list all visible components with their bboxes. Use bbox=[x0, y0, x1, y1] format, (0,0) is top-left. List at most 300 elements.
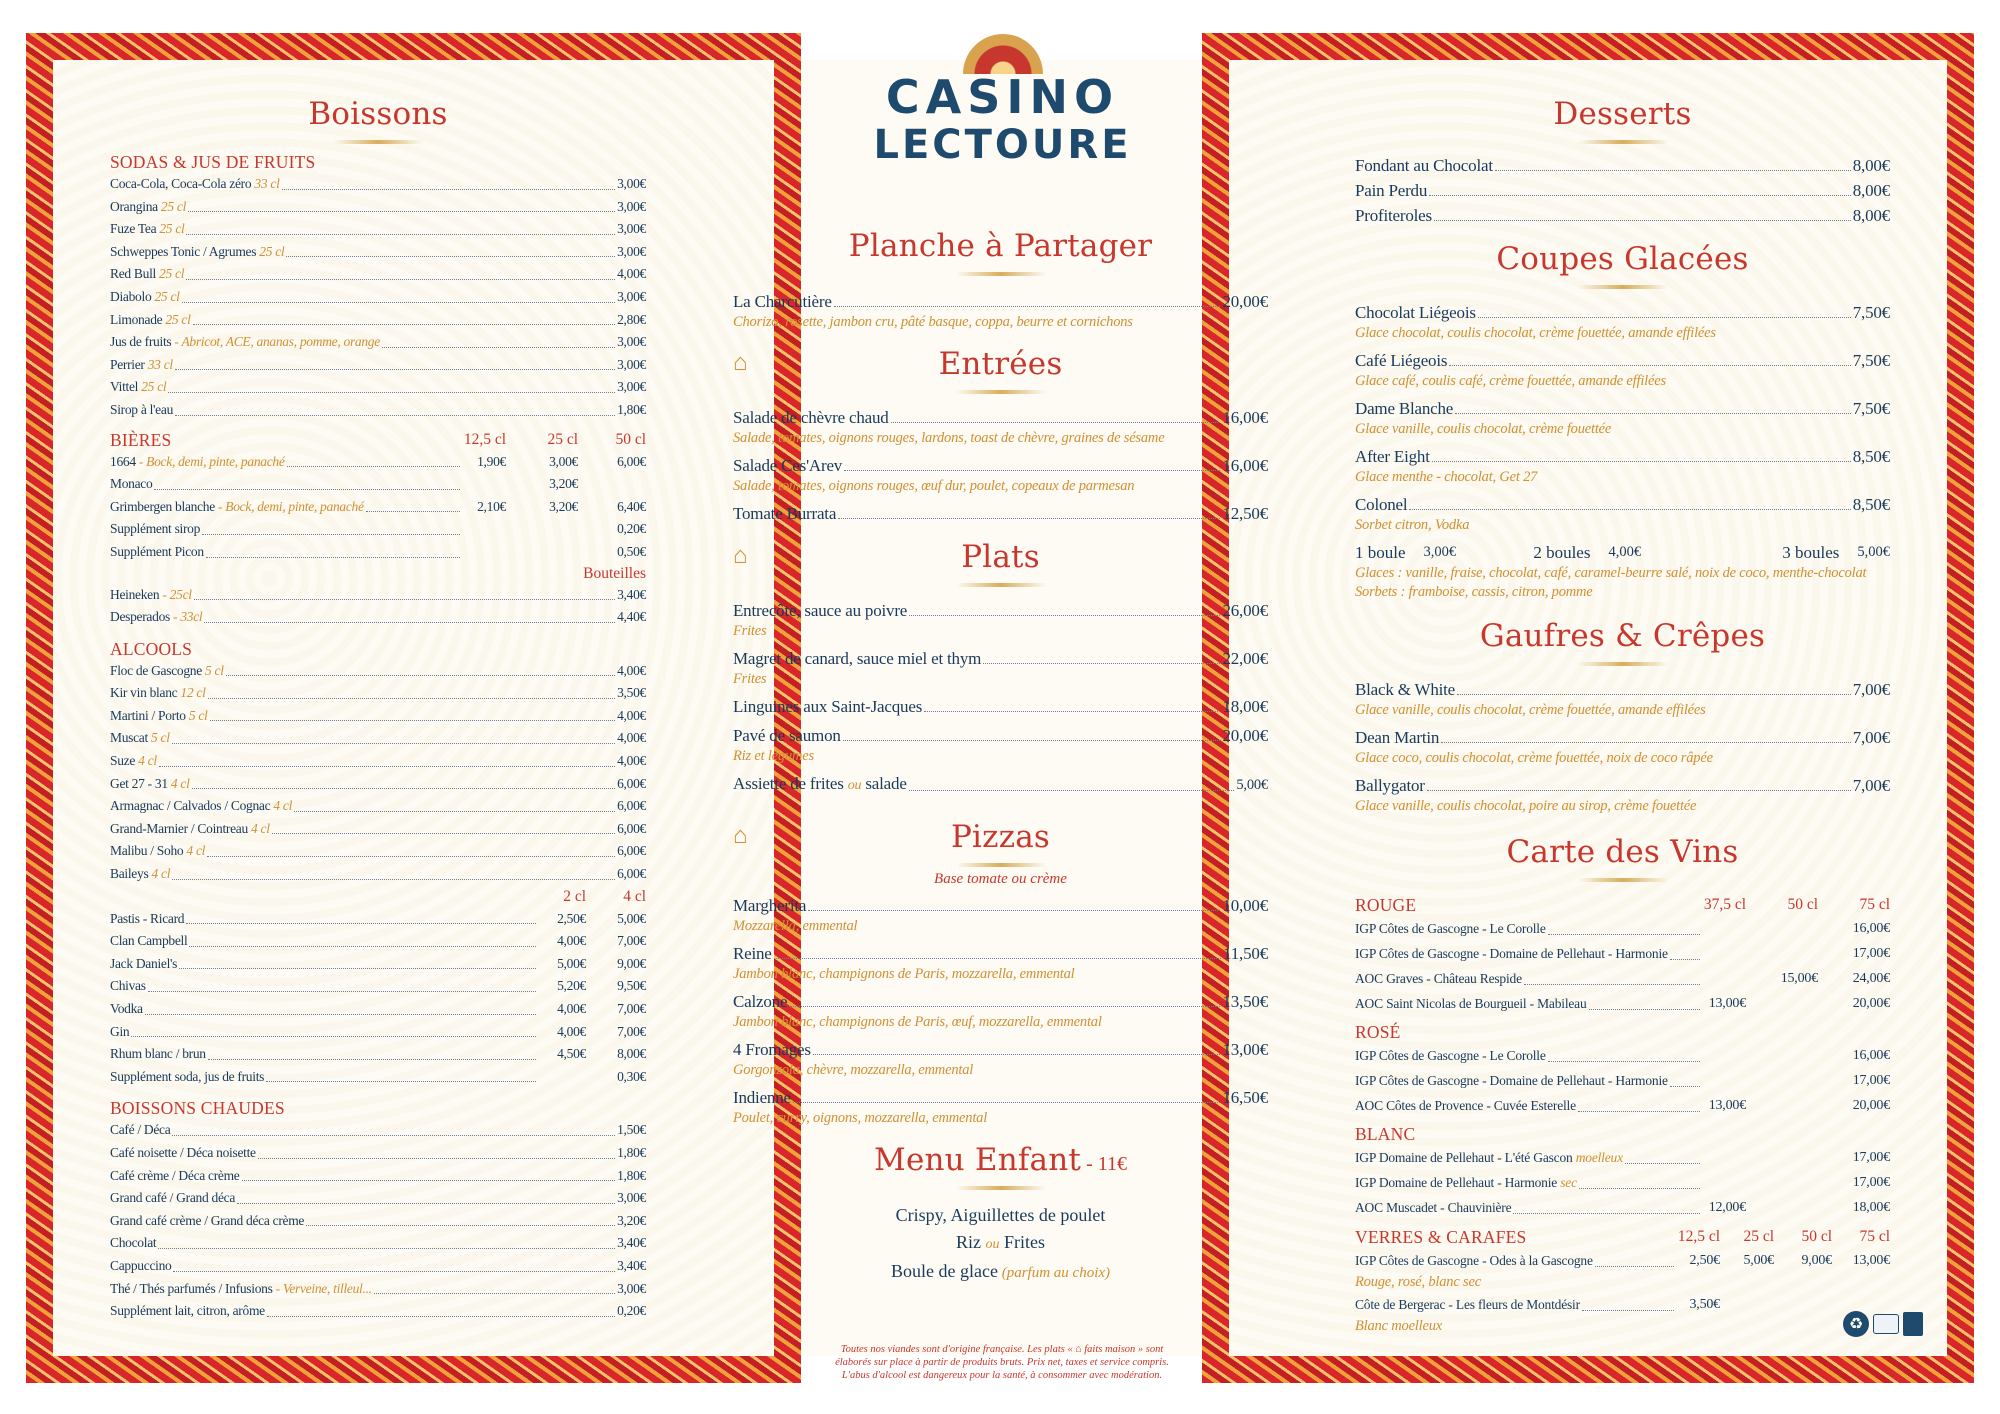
menu-row bbox=[110, 705, 646, 728]
right-column bbox=[1355, 96, 1890, 1336]
leader-dots bbox=[1409, 509, 1850, 510]
verres-header: VERRES & CARAFES 12,5 cl 25 cl 50 cl 75 cl bbox=[1355, 1227, 1890, 1247]
leader-dots bbox=[1432, 461, 1851, 462]
leader-dots bbox=[1455, 413, 1851, 414]
menu-row bbox=[110, 451, 646, 474]
leader-dots bbox=[145, 1014, 536, 1015]
wine-description: Rouge, rosé, blanc sec bbox=[1355, 1274, 1481, 1290]
enfant-price: - 11€ bbox=[1081, 1153, 1127, 1175]
boule-item bbox=[1533, 541, 1711, 564]
item-name: Armagnac / Calvados / Cognac 4 cl bbox=[110, 798, 293, 814]
item-price: 5,00€ bbox=[617, 910, 646, 926]
menu-row bbox=[110, 1232, 646, 1255]
item-note: 25 cl bbox=[151, 288, 180, 304]
menu-row bbox=[733, 1086, 1268, 1109]
menu-row bbox=[1355, 445, 1890, 468]
item-price: 0,50€ bbox=[617, 543, 646, 559]
item-note: 5 cl bbox=[201, 662, 224, 678]
item-name: Jus de fruits - Abricot, ACE, ananas, pomme, orange bbox=[110, 334, 380, 350]
enfant-title: Menu Enfant bbox=[874, 1142, 1082, 1178]
leader-dots bbox=[1427, 790, 1851, 791]
wine-description: Blanc moelleux bbox=[1355, 1318, 1442, 1334]
wine-note: moelleux bbox=[1572, 1150, 1623, 1165]
leader-dots bbox=[267, 1316, 615, 1317]
menu-row bbox=[110, 309, 646, 332]
leader-dots bbox=[983, 663, 1220, 664]
boissons-title: Boissons bbox=[308, 96, 448, 132]
entrees-title-wrap bbox=[733, 346, 1268, 382]
item-name: Martini / Porto 5 cl bbox=[110, 707, 208, 723]
wine-name: IGP Côtes de Gascogne - Le Corolle bbox=[1355, 1048, 1546, 1063]
bieres-heading: BIÈRES bbox=[110, 429, 172, 450]
leader-dots bbox=[131, 1036, 536, 1037]
item-name: Baileys 4 cl bbox=[110, 866, 171, 882]
menu-row bbox=[110, 1210, 646, 1233]
wine-price: 17,00€ bbox=[1852, 946, 1890, 961]
recycling-icons bbox=[1843, 1311, 1929, 1339]
menu-row bbox=[1355, 726, 1890, 749]
leader-dots bbox=[258, 1158, 615, 1159]
menu-row bbox=[110, 376, 646, 399]
item-price: 7,00€ bbox=[617, 933, 646, 949]
item-note: 4 cl bbox=[148, 866, 171, 882]
leader-dots bbox=[1595, 1266, 1674, 1267]
item-price: 3,20€ bbox=[549, 498, 578, 514]
leader-dots bbox=[909, 790, 1235, 791]
item-price: 7,00€ bbox=[1852, 728, 1890, 747]
item-description: Poulet, curry, oignons, mozzarella, emmental bbox=[733, 1110, 988, 1126]
menu-row bbox=[110, 1165, 646, 1188]
menu-row bbox=[110, 908, 646, 931]
item-name: Suze 4 cl bbox=[110, 753, 157, 769]
menu-row bbox=[110, 1300, 646, 1323]
enfant-lines bbox=[733, 1202, 1268, 1287]
menu-row bbox=[110, 1142, 646, 1165]
leader-dots bbox=[382, 347, 615, 348]
wine-price: 16,00€ bbox=[1852, 921, 1890, 936]
item-name: Tomate Burrata bbox=[733, 504, 837, 523]
item-name: Rhum blanc / brun bbox=[110, 1046, 206, 1062]
menu-row bbox=[110, 818, 646, 841]
menu-row bbox=[1355, 154, 1890, 177]
menu-row bbox=[110, 750, 646, 773]
item-name: Heineken - 25cl bbox=[110, 586, 192, 602]
menu-row bbox=[110, 975, 646, 998]
menu-row bbox=[1355, 774, 1890, 797]
alcools-cl-header bbox=[110, 886, 646, 908]
menu-row bbox=[110, 354, 646, 377]
boissons-column bbox=[110, 96, 646, 1323]
item-price: 16,00€ bbox=[1222, 456, 1268, 475]
item-description: Chorizo, rosette, jambon cru, pâté basque, coppa, beurre et cornichons bbox=[733, 314, 1133, 330]
leader-dots bbox=[1429, 195, 1851, 196]
menu-row bbox=[110, 727, 646, 750]
menu-row bbox=[110, 930, 646, 953]
item-price: 3,40€ bbox=[617, 1257, 646, 1273]
menu-row bbox=[733, 894, 1268, 917]
menu-row bbox=[733, 724, 1268, 747]
menu-row bbox=[733, 647, 1268, 670]
item-name: Café crème / Déca crème bbox=[110, 1167, 240, 1183]
leader-dots bbox=[834, 306, 1221, 307]
item-price: 0,30€ bbox=[617, 1068, 646, 1084]
item-price: 2,10€ bbox=[477, 498, 506, 514]
item-price: 6,00€ bbox=[617, 843, 646, 859]
footer-notice: Toutes nos viandes sont d'origine française. Les plats « ⌂ faits maison » sont élaborés sur place à partir de produits bruts. Prix net, taxes et service compris. L'abus d'alcool est dangereux pour la santé, à consommer avec modération. bbox=[835, 1344, 1169, 1381]
wine-row bbox=[1355, 1043, 1890, 1068]
item-price: 7,00€ bbox=[617, 1023, 646, 1039]
item-name: Supplément Picon bbox=[110, 543, 204, 559]
assiette-b: salade bbox=[865, 774, 907, 793]
item-price: 7,50€ bbox=[1852, 303, 1890, 322]
menu-row bbox=[110, 863, 646, 886]
leader-dots bbox=[188, 211, 615, 212]
item-price: 4,00€ bbox=[617, 753, 646, 769]
item-price: 3,40€ bbox=[617, 1235, 646, 1251]
wine-price: 13,00€ bbox=[1708, 996, 1746, 1011]
col-4cl: 4 cl bbox=[623, 887, 646, 905]
boule-item bbox=[1712, 541, 1890, 564]
item-note: 4 cl bbox=[135, 753, 157, 769]
item-price: 12,50€ bbox=[1222, 504, 1268, 523]
item-price: 4,00€ bbox=[617, 662, 646, 678]
item-description: Glace café, coulis café, crème fouettée, amande effilées bbox=[1355, 373, 1666, 389]
item-name: Cappuccino bbox=[110, 1257, 172, 1273]
boule-item bbox=[1355, 541, 1533, 564]
menu-row bbox=[733, 454, 1268, 477]
sodas-heading: SODAS & JUS DE FRUITS bbox=[110, 152, 316, 172]
leader-dots bbox=[1578, 1111, 1700, 1112]
item-price: 6,00€ bbox=[617, 866, 646, 882]
boule-price: 4,00€ bbox=[1608, 544, 1642, 560]
item-price: 7,00€ bbox=[1852, 680, 1890, 699]
wine-name: AOC Muscadet - Chauvinière bbox=[1355, 1200, 1512, 1215]
leader-dots bbox=[1457, 694, 1851, 695]
item-price: 9,00€ bbox=[617, 955, 646, 971]
wine-row bbox=[1355, 1292, 1890, 1317]
bin-icon bbox=[1903, 1312, 1923, 1336]
item-description: Glace chocolat, coulis chocolat, crème fouettée, amande effilées bbox=[1355, 325, 1716, 341]
leader-dots bbox=[1579, 1188, 1700, 1189]
item-note: 33 cl bbox=[251, 176, 280, 191]
item-name: Gin bbox=[110, 1023, 130, 1039]
item-name: Muscat 5 cl bbox=[110, 730, 170, 746]
leader-dots bbox=[192, 788, 616, 789]
menu-row bbox=[733, 695, 1268, 718]
item-price: 3,00€ bbox=[617, 198, 646, 214]
menu-row bbox=[733, 942, 1268, 965]
menu-row bbox=[110, 196, 646, 219]
title-underline bbox=[1578, 140, 1668, 144]
item-name: Schweppes Tonic / Agrumes 25 cl bbox=[110, 243, 285, 259]
item-price: 3,00€ bbox=[617, 288, 646, 304]
menu-row bbox=[1355, 204, 1890, 227]
item-price: 7,50€ bbox=[1852, 351, 1890, 370]
item-description: Frites bbox=[733, 623, 767, 639]
item-name: Vittel 25 cl bbox=[110, 379, 167, 395]
bottles-list bbox=[110, 584, 646, 629]
item-price: 8,00€ bbox=[1852, 181, 1890, 200]
wine-name: IGP Côtes de Gascogne - Domaine de Pellehaut - Harmonie bbox=[1355, 1073, 1668, 1088]
leader-dots bbox=[374, 1293, 615, 1294]
leader-dots bbox=[210, 720, 616, 721]
leader-dots bbox=[282, 189, 616, 190]
item-price: 13,00€ bbox=[1222, 1040, 1268, 1059]
item-price: 6,40€ bbox=[617, 498, 646, 514]
item-name: Ballygator bbox=[1355, 776, 1425, 795]
item-price: 11,50€ bbox=[1223, 944, 1268, 963]
menu-row bbox=[110, 518, 646, 541]
menu-row bbox=[110, 773, 646, 796]
leader-dots bbox=[774, 958, 1221, 959]
leader-dots bbox=[148, 991, 536, 992]
item-price: 7,00€ bbox=[1852, 776, 1890, 795]
item-name: Reine bbox=[733, 944, 772, 963]
wine-price: 13,00€ bbox=[1708, 1098, 1746, 1113]
leader-dots bbox=[287, 466, 460, 467]
item-note: 5 cl bbox=[185, 707, 208, 723]
menu-row bbox=[110, 331, 646, 354]
item-price: 1,50€ bbox=[617, 1122, 646, 1138]
rouge-list bbox=[1355, 916, 1890, 1016]
menu-row bbox=[733, 502, 1268, 525]
item-note: 25 cl bbox=[156, 221, 185, 237]
wine-name: IGP Côtes de Gascogne - Odes à la Gascogne bbox=[1355, 1253, 1593, 1268]
item-description: Frites bbox=[733, 671, 767, 687]
item-name: Clan Campbell bbox=[110, 933, 188, 949]
item-name: Grand café crème / Grand déca crème bbox=[110, 1212, 305, 1228]
leader-dots bbox=[158, 1248, 615, 1249]
item-description: Mozzarella, emmental bbox=[733, 918, 858, 934]
item-price: 6,00€ bbox=[617, 453, 646, 469]
planche-list bbox=[733, 290, 1268, 332]
item-note: 4 cl bbox=[167, 775, 190, 791]
leader-dots bbox=[1582, 1310, 1674, 1311]
item-name: After Eight bbox=[1355, 447, 1430, 466]
item-description: Glace vanille, coulis chocolat, crème fouettée bbox=[1355, 421, 1612, 437]
pizzas-title-wrap bbox=[733, 819, 1268, 855]
item-description: Glace coco, coulis chocolat, crème fouettée, noix de coco râpée bbox=[1355, 750, 1713, 766]
item-name: Colonel bbox=[1355, 495, 1408, 514]
bieres-list bbox=[110, 451, 646, 564]
col-75cl: 75 cl bbox=[1859, 896, 1890, 913]
assiette-a: Assiette de frites bbox=[733, 774, 844, 793]
boule-price: 3,00€ bbox=[1423, 544, 1457, 560]
leader-dots bbox=[1441, 742, 1851, 743]
item-price: 4,50€ bbox=[557, 1046, 586, 1062]
recycle-icon: ♻ bbox=[1843, 1311, 1869, 1337]
item-price: 1,80€ bbox=[617, 1144, 646, 1160]
leader-dots bbox=[172, 743, 615, 744]
boule-name: 2 boules bbox=[1533, 543, 1591, 562]
item-price: 8,00€ bbox=[1852, 156, 1890, 175]
entrees-title: Entrées bbox=[938, 346, 1063, 382]
col-12cl: 12,5 cl bbox=[463, 430, 506, 448]
item-name: Café / Déca bbox=[110, 1122, 171, 1138]
item-price: 6,00€ bbox=[617, 820, 646, 836]
item-name: Café Liégeois bbox=[1355, 351, 1448, 370]
glaces-list: Glaces : vanille, fraise, chocolat, café, caramel-beurre salé, noix de coco, menthe-chocolat bbox=[1355, 565, 1867, 581]
item-price: 1,90€ bbox=[477, 453, 506, 469]
item-name: Chocolat Liégeois bbox=[1355, 303, 1476, 322]
menu-row bbox=[110, 241, 646, 264]
leader-dots bbox=[186, 279, 615, 280]
boule-name: 1 boule bbox=[1355, 543, 1406, 562]
item-price: 3,20€ bbox=[549, 476, 578, 492]
item-note: 5 cl bbox=[147, 730, 170, 746]
item-note: 33 cl bbox=[144, 356, 173, 372]
item-price: 3,20€ bbox=[617, 1212, 646, 1228]
item-name: Perrier 33 cl bbox=[110, 356, 173, 372]
menu-row bbox=[110, 840, 646, 863]
wine-price: 13,00€ bbox=[1852, 1253, 1890, 1268]
leader-dots bbox=[186, 923, 536, 924]
item-name: Indienne bbox=[733, 1088, 791, 1107]
title-underline bbox=[956, 272, 1046, 276]
leader-dots bbox=[206, 557, 460, 558]
paper-icon bbox=[1873, 1314, 1899, 1334]
title-underline bbox=[956, 863, 1046, 867]
wine-row bbox=[1355, 1248, 1890, 1273]
center-column bbox=[733, 228, 1268, 1287]
wine-price: 17,00€ bbox=[1852, 1175, 1890, 1190]
logo-emblem bbox=[963, 34, 1043, 74]
verres-heading: VERRES & CARAFES bbox=[1355, 1227, 1527, 1247]
item-name: Pavé de saumon bbox=[733, 726, 841, 745]
leader-dots bbox=[159, 766, 615, 767]
menu-row bbox=[110, 286, 646, 309]
menu-row bbox=[110, 1255, 646, 1278]
title-underline bbox=[956, 390, 1046, 394]
leader-dots bbox=[843, 740, 1221, 741]
planche-title: Planche à Partager bbox=[848, 228, 1153, 264]
verres-list bbox=[1355, 1248, 1890, 1336]
item-name: 4 Fromages bbox=[733, 1040, 811, 1059]
menu-row bbox=[110, 795, 646, 818]
item-price: 3,00€ bbox=[617, 334, 646, 350]
item-price: 8,00€ bbox=[617, 1046, 646, 1062]
menu-row bbox=[110, 998, 646, 1021]
wine-price: 5,00€ bbox=[1743, 1253, 1774, 1268]
logo bbox=[860, 30, 1145, 180]
sorbets-list: Sorbets : framboise, cassis, citron, pomme bbox=[1355, 584, 1593, 600]
leader-dots bbox=[204, 622, 615, 623]
leader-dots bbox=[272, 833, 615, 834]
item-name: Linguines aux Saint-Jacques bbox=[733, 697, 923, 716]
item-name: Grand café / Grand déca bbox=[110, 1190, 236, 1206]
item-note: - Bock, demi, pinte, panaché bbox=[214, 498, 364, 514]
item-name: Sirop à l'eau bbox=[110, 401, 174, 417]
menu-row bbox=[733, 406, 1268, 429]
item-price: 6,00€ bbox=[617, 798, 646, 814]
leader-dots bbox=[193, 324, 616, 325]
menu-row bbox=[1355, 397, 1890, 420]
item-price: 4,00€ bbox=[617, 707, 646, 723]
item-price: 10,00€ bbox=[1222, 896, 1268, 915]
item-name: Margherita bbox=[733, 896, 807, 915]
item-price: 9,50€ bbox=[617, 978, 646, 994]
col-50cl: 50 cl bbox=[615, 430, 646, 448]
item-name: Supplément soda, jus de fruits bbox=[110, 1068, 265, 1084]
plats-title-wrap bbox=[733, 539, 1268, 575]
menu-row bbox=[733, 990, 1268, 1013]
coupes-title: Coupes Glacées bbox=[1496, 241, 1749, 277]
leader-dots bbox=[909, 615, 1220, 616]
menu-row bbox=[1355, 301, 1890, 324]
wine-row bbox=[1355, 1093, 1890, 1118]
item-note: 25 cl bbox=[157, 198, 187, 214]
rouge-heading: ROUGE bbox=[1355, 895, 1417, 915]
item-name: La Charcutière bbox=[733, 292, 832, 311]
leader-dots bbox=[286, 256, 615, 257]
title-underline bbox=[1578, 662, 1668, 666]
leader-dots bbox=[1548, 934, 1700, 935]
leader-dots bbox=[1478, 317, 1851, 318]
leader-dots bbox=[242, 1180, 616, 1181]
col-375cl: 37,5 cl bbox=[1703, 896, 1746, 913]
leader-dots bbox=[226, 675, 615, 676]
leader-dots bbox=[237, 1203, 615, 1204]
item-note: - 25cl bbox=[159, 586, 192, 602]
leader-dots bbox=[173, 1271, 615, 1272]
wine-row bbox=[1355, 1145, 1890, 1170]
item-name: Café noisette / Déca noisette bbox=[110, 1144, 256, 1160]
item-price: 13,50€ bbox=[1222, 992, 1268, 1011]
wine-price: 20,00€ bbox=[1852, 1098, 1890, 1113]
menu-row bbox=[110, 1187, 646, 1210]
bouteilles-label: Bouteilles bbox=[583, 564, 646, 582]
wine-price: 9,00€ bbox=[1801, 1253, 1832, 1268]
menu-row bbox=[733, 1038, 1268, 1061]
item-price: 4,00€ bbox=[557, 933, 586, 949]
item-name: Red Bull 25 cl bbox=[110, 266, 185, 282]
title-underline bbox=[333, 140, 423, 144]
leader-dots bbox=[194, 599, 615, 600]
item-price: 7,00€ bbox=[617, 1001, 646, 1016]
item-price: 3,00€ bbox=[617, 176, 646, 191]
item-note: 12 cl bbox=[177, 685, 206, 701]
alcools2-list bbox=[110, 908, 646, 1089]
leader-dots bbox=[813, 1054, 1221, 1055]
item-price: 3,00€ bbox=[617, 379, 646, 395]
item-name: Salade de chèvre chaud bbox=[733, 408, 889, 427]
leader-dots bbox=[366, 511, 460, 512]
item-note: 25 cl bbox=[162, 311, 191, 327]
item-description: Jambon blanc, champignons de Paris, mozzarella, emmental bbox=[733, 966, 1075, 982]
pizzas-list bbox=[733, 894, 1268, 1128]
house-icon: ⌂ bbox=[733, 823, 748, 849]
assiette-or: ou bbox=[847, 778, 862, 793]
chaudes-list bbox=[110, 1119, 646, 1322]
leader-dots bbox=[208, 1059, 536, 1060]
item-price: 1,80€ bbox=[617, 401, 646, 417]
item-description: Glace vanille, coulis chocolat, poire au sirop, crème fouettée bbox=[1355, 798, 1697, 814]
item-name: Salade Ces'Arev bbox=[733, 456, 843, 475]
title-underline bbox=[1578, 878, 1668, 882]
item-price: 0,20€ bbox=[617, 521, 646, 537]
item-price: 3,50€ bbox=[617, 685, 646, 701]
plats-title: Plats bbox=[961, 539, 1040, 575]
house-icon: ⌂ bbox=[733, 543, 748, 569]
sodas-list bbox=[110, 173, 646, 422]
item-name: Dame Blanche bbox=[1355, 399, 1454, 418]
item-price: 3,00€ bbox=[617, 356, 646, 372]
logo-line1: CASINO bbox=[885, 70, 1120, 124]
leader-dots bbox=[793, 1102, 1221, 1103]
wine-name: AOC Graves - Château Respide bbox=[1355, 971, 1522, 986]
leader-dots bbox=[189, 946, 536, 947]
menu-row bbox=[110, 218, 646, 241]
